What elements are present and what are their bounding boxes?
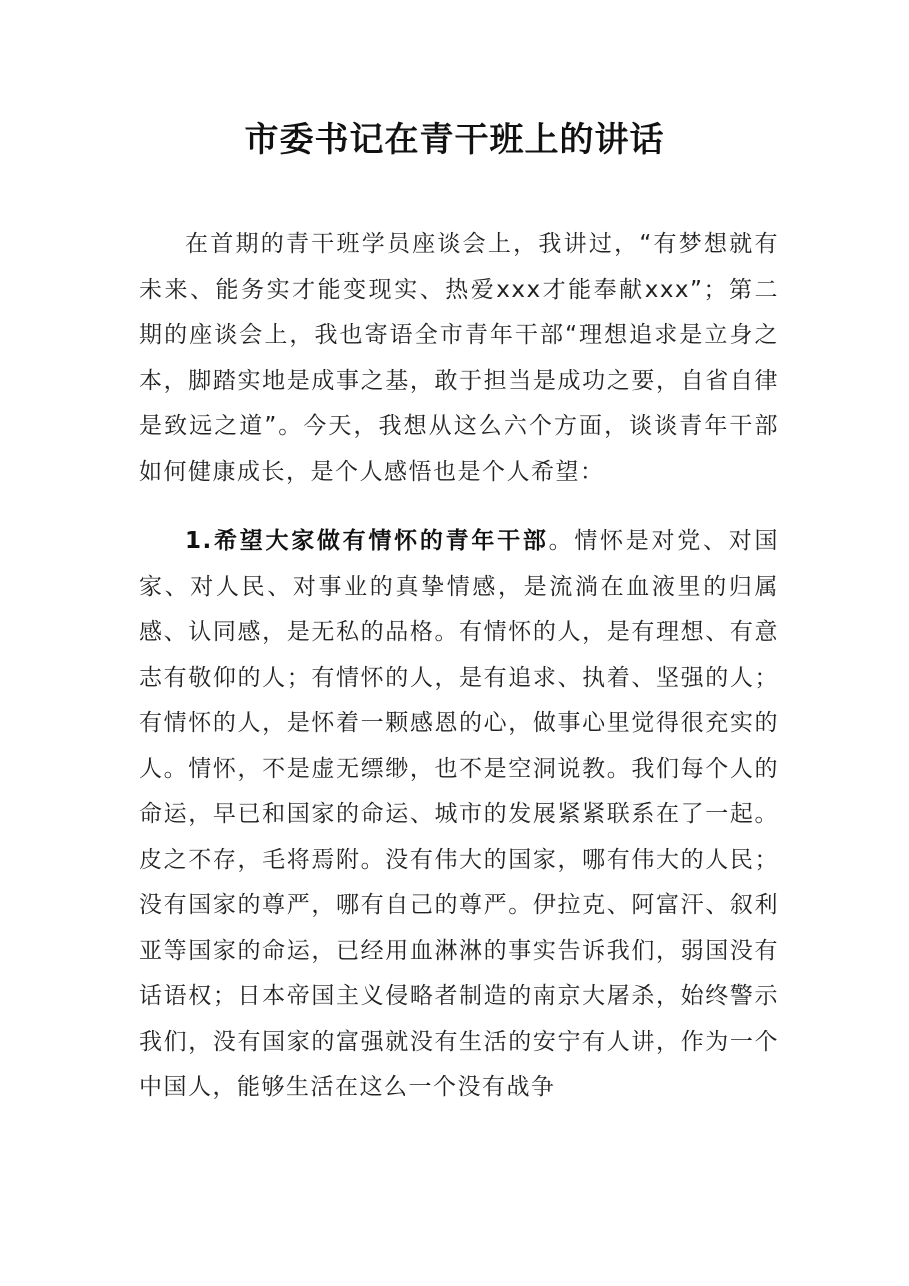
section-1-body: [139, 519, 779, 1111]
paragraph-intro: [139, 222, 779, 495]
paragraph-section-1: [139, 519, 779, 1111]
document-title: 市委书记在青干班上的讲话: [244, 120, 665, 160]
section-1-heading: 1.希望大家做有情怀的青年干部: [185, 528, 549, 554]
paragraph-intro-text: 在首期的青干班学员座谈会上，我讲过，“有梦想就有未来、能务实才能变现实、热爱xxx才能奉献xxx”；第二期的座谈会上，我也寄语全市青年干部“理想追求是立身之本，脚踏实地是成事之基，敢于担当是成功之要，自省自律是致远之道”。今天，我想从这么六个方面，谈谈青年干部如何健康成长，是个人感悟也是个人希望：: [139, 231, 779, 485]
section-1-text: 。情怀是对党、对国家、对人民、对事业的真挚情感，是流淌在血液里的归属感、认同感，是无私的品格。有情怀的人，是有理想、有意志有敬仰的人；有情怀的人，是有追求、执着、坚强的人；有情怀的人，是怀着一颗感恩的心，做事心里觉得很充实的人。情怀，不是虚无缥缈，也不是空洞说教。我们每个人的命运，早已和国家的命运、城市的发展紧紧联系在了一起。皮之不存，毛将焉附。没有伟大的国家，哪有伟大的人民；没有国家的尊严，哪有自己的尊严。伊拉克、阿富汗、叙利亚等国家的命运，已经用血淋淋的事实告诉我们，弱国没有话语权；日本帝国主义侵略者制造的南京大屠杀，始终警示我们，没有国家的富强就没有生活的安宁有人讲，作为一个中国人，能够生活在这么一个没有战争: [139, 528, 780, 1100]
